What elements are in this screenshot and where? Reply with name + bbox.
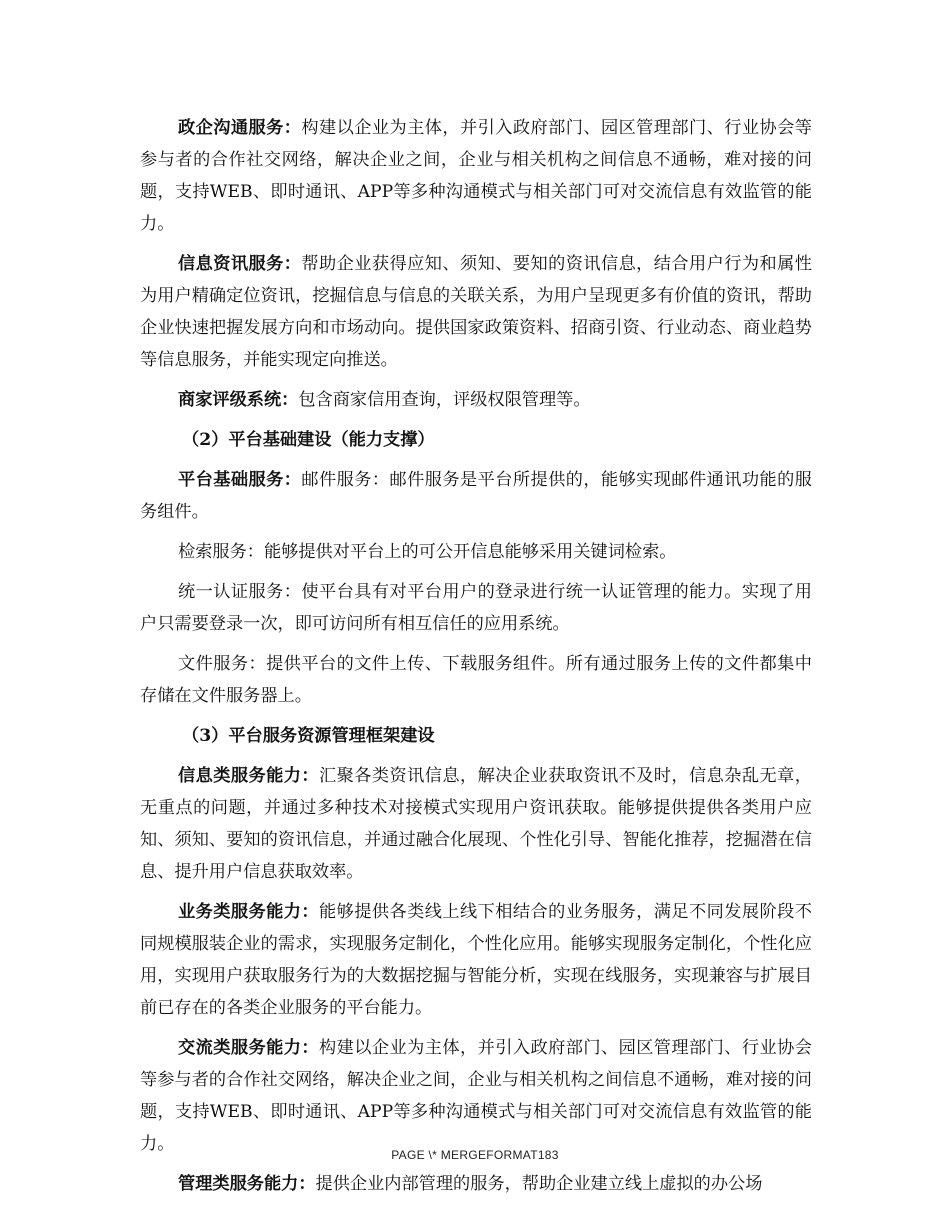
paragraph-gov-enterprise-communication — [140, 112, 812, 240]
paragraph-management-capability — [140, 1168, 812, 1200]
paragraph-merchant-rating — [140, 384, 812, 416]
paragraph-lead: 商家评级系统： — [178, 390, 299, 410]
paragraph-text: 包含商家信用查询，评级权限管理等。 — [298, 390, 591, 410]
section-heading-platform-base: （2）平台基础建设（能力支撑） — [182, 430, 435, 450]
paragraph-lead: 管理类服务能力： — [178, 1174, 316, 1194]
paragraph-lead: 信息类服务能力： — [178, 766, 319, 786]
document-body — [140, 112, 812, 1208]
paragraph-text: 文件服务：提供平台的文件上传、下载服务组件。所有通过服务上传的文件都集中存储在文件服务器上。 — [140, 654, 812, 706]
paragraph-lead: 交流类服务能力： — [178, 1038, 319, 1058]
paragraph-text: 汇聚各类资讯信息，解决企业获取资讯不及时，信息杂乱无章，无重点的问题，并通过多种技术对接模式实现用户资讯获取。能够提供提供各类用户应知、须知、要知的资讯信息，并通过融合化展现、个性化引导、智能化推荐，挖掘潜在信息、提升用户信息获取效率。 — [140, 766, 812, 882]
paragraph-text: 能够提供各类线上线下相结合的业务服务，满足不同发展阶段不同规模服装企业的需求，实现服务定制化，个性化应用。能够实现服务定制化，个性化应用，实现用户获取服务行为的大数据挖掘与智能分析，实现在线服务，实现兼容与扩展目前已存在的各类企业服务的平台能力。 — [140, 902, 812, 1018]
paragraph-lead: 业务类服务能力： — [178, 902, 319, 922]
paragraph-info-capability — [140, 760, 812, 888]
paragraph-lead: 信息资讯服务： — [178, 254, 302, 274]
paragraph-communication-capability — [140, 1032, 812, 1160]
paragraph-platform-base-service — [140, 464, 812, 528]
paragraph-text: 构建以企业为主体，并引入政府部门、园区管理部门、行业协会等参与者的合作社交网络，解决企业之间，企业与相关机构之间信息不通畅，难对接的问题，支持WEB、即时通讯、APP等多种沟通模式与相关部门可对交流信息有效监管的能力。 — [140, 118, 812, 234]
paragraph-text: 邮件服务：邮件服务是平台所提供的，能够实现邮件通讯功能的服务组件。 — [140, 470, 812, 522]
paragraph-business-capability — [140, 896, 812, 1024]
paragraph-text: 帮助企业获得应知、须知、要知的资讯信息，结合用户行为和属性为用户精确定位资讯，挖掘信息与信息的关联关系，为用户呈现更多有价值的资讯，帮助企业快速把握发展方向和市场动向。提供国家政策资料、招商引资、行业动态、商业趋势等信息服务，并能实现定向推送。 — [140, 254, 812, 370]
paragraph-search-service — [140, 536, 812, 568]
section-heading-resource-framework: （3）平台服务资源管理框架建设 — [182, 726, 435, 746]
paragraph-lead: 平台基础服务： — [178, 470, 302, 490]
paragraph-info-news-service — [140, 248, 812, 376]
paragraph-text: 检索服务：能够提供对平台上的可公开信息能够采用关键词检索。 — [178, 542, 677, 562]
paragraph-text: 统一认证服务：使平台具有对平台用户的登录进行统一认证管理的能力。实现了用户只需要登录一次，即可访问所有相互信任的应用系统。 — [140, 582, 812, 634]
page-footer: PAGE \* MERGEFORMAT183 — [391, 1148, 559, 1162]
paragraph-text: 提供企业内部管理的服务，帮助企业建立线上虚拟的办公场 — [315, 1174, 763, 1194]
paragraph-text: 构建以企业为主体，并引入政府部门、园区管理部门、行业协会等参与者的合作社交网络，解决企业之间，企业与相关机构之间信息不通畅，难对接的问题，支持WEB、即时通讯、APP等多种沟通模式与相关部门可对交流信息有效监管的能力。 — [140, 1038, 812, 1154]
paragraph-file-service — [140, 648, 812, 712]
paragraph-unified-auth — [140, 576, 812, 640]
paragraph-lead: 政企沟通服务： — [178, 118, 302, 138]
